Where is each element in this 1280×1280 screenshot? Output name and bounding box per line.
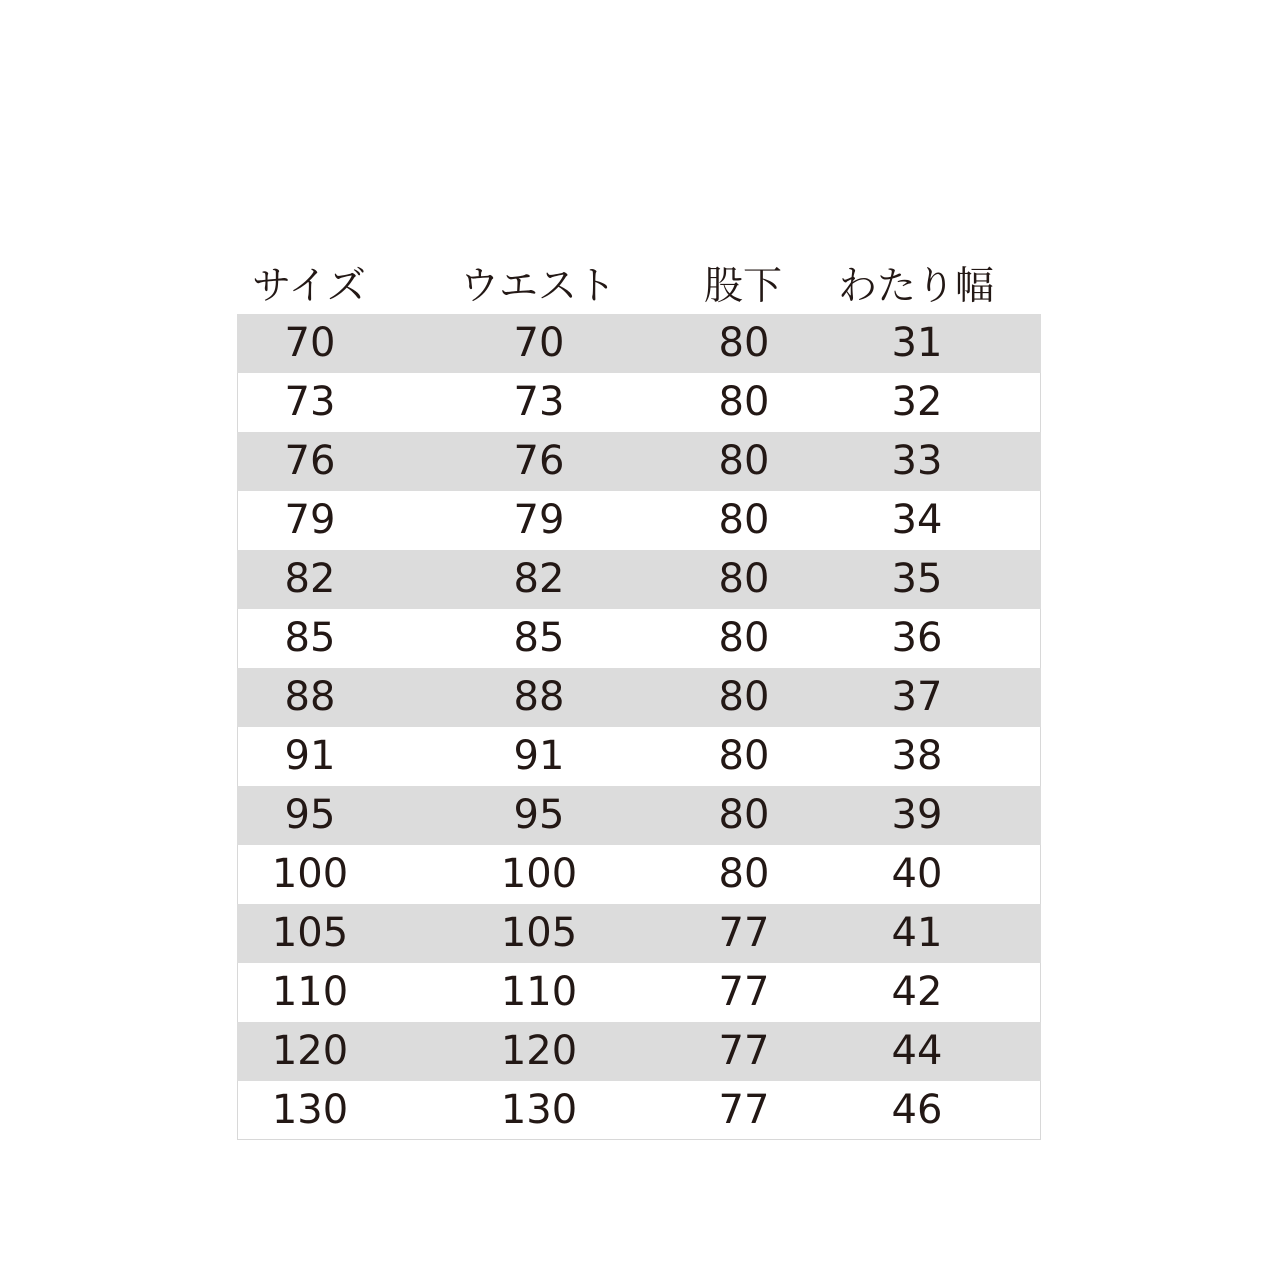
table-row xyxy=(237,491,1041,550)
cell-inseam: 80 xyxy=(718,792,770,838)
cell-size: 82 xyxy=(284,556,336,602)
cell-size: 105 xyxy=(271,910,349,956)
cell-waist: 100 xyxy=(500,851,578,897)
table-row xyxy=(237,963,1041,1022)
cell-thigh-width: 36 xyxy=(891,615,943,661)
cell-size: 85 xyxy=(284,615,336,661)
cell-inseam: 80 xyxy=(718,733,770,779)
cell-waist: 130 xyxy=(500,1087,578,1133)
header-waist: ウエスト xyxy=(459,264,616,309)
size-chart-table xyxy=(237,255,1041,1140)
cell-thigh-width: 31 xyxy=(891,320,943,366)
cell-thigh-width: 33 xyxy=(891,438,943,484)
cell-waist: 76 xyxy=(513,438,565,484)
cell-waist: 73 xyxy=(513,379,565,425)
cell-inseam: 80 xyxy=(718,438,770,484)
cell-waist: 120 xyxy=(500,1028,578,1074)
table-row xyxy=(237,609,1041,668)
cell-inseam: 80 xyxy=(718,851,770,897)
cell-size: 110 xyxy=(271,969,349,1015)
cell-thigh-width: 37 xyxy=(891,674,943,720)
cell-size: 91 xyxy=(284,733,336,779)
cell-inseam: 77 xyxy=(718,1087,770,1133)
cell-inseam: 80 xyxy=(718,497,770,543)
cell-size: 70 xyxy=(284,320,336,366)
cell-waist: 88 xyxy=(513,674,565,720)
table-row xyxy=(237,668,1041,727)
cell-thigh-width: 38 xyxy=(891,733,943,779)
table-row xyxy=(237,314,1041,373)
table-row xyxy=(237,727,1041,786)
cell-inseam: 77 xyxy=(718,1028,770,1074)
cell-size: 100 xyxy=(271,851,349,897)
cell-thigh-width: 32 xyxy=(891,379,943,425)
cell-thigh-width: 44 xyxy=(891,1028,943,1074)
cell-thigh-width: 40 xyxy=(891,851,943,897)
table-row xyxy=(237,845,1041,904)
cell-size: 88 xyxy=(284,674,336,720)
cell-size: 79 xyxy=(284,497,336,543)
cell-inseam: 77 xyxy=(718,969,770,1015)
table-row xyxy=(237,904,1041,963)
table-row xyxy=(237,1022,1041,1081)
cell-thigh-width: 42 xyxy=(891,969,943,1015)
cell-waist: 91 xyxy=(513,733,565,779)
table-header-row xyxy=(237,255,1041,314)
cell-size: 76 xyxy=(284,438,336,484)
table-row xyxy=(237,432,1041,491)
cell-inseam: 80 xyxy=(718,615,770,661)
cell-waist: 95 xyxy=(513,792,565,838)
cell-inseam: 80 xyxy=(718,556,770,602)
header-thigh-width: わたり幅 xyxy=(837,264,994,309)
cell-waist: 105 xyxy=(500,910,578,956)
table-row xyxy=(237,373,1041,432)
cell-inseam: 77 xyxy=(718,910,770,956)
cell-thigh-width: 39 xyxy=(891,792,943,838)
cell-thigh-width: 46 xyxy=(891,1087,943,1133)
cell-size: 73 xyxy=(284,379,336,425)
cell-waist: 70 xyxy=(513,320,565,366)
table-body xyxy=(237,314,1041,1140)
header-size: サイズ xyxy=(252,264,366,309)
cell-size: 130 xyxy=(271,1087,349,1133)
cell-waist: 82 xyxy=(513,556,565,602)
cell-inseam: 80 xyxy=(718,379,770,425)
cell-waist: 110 xyxy=(500,969,578,1015)
table-row xyxy=(237,550,1041,609)
cell-thigh-width: 41 xyxy=(891,910,943,956)
header-inseam: 股下 xyxy=(703,264,782,309)
cell-waist: 79 xyxy=(513,497,565,543)
table-row xyxy=(237,786,1041,845)
cell-inseam: 80 xyxy=(718,320,770,366)
cell-size: 95 xyxy=(284,792,336,838)
cell-thigh-width: 34 xyxy=(891,497,943,543)
cell-size: 120 xyxy=(271,1028,349,1074)
table-row xyxy=(237,1081,1041,1140)
cell-thigh-width: 35 xyxy=(891,556,943,602)
cell-inseam: 80 xyxy=(718,674,770,720)
cell-waist: 85 xyxy=(513,615,565,661)
